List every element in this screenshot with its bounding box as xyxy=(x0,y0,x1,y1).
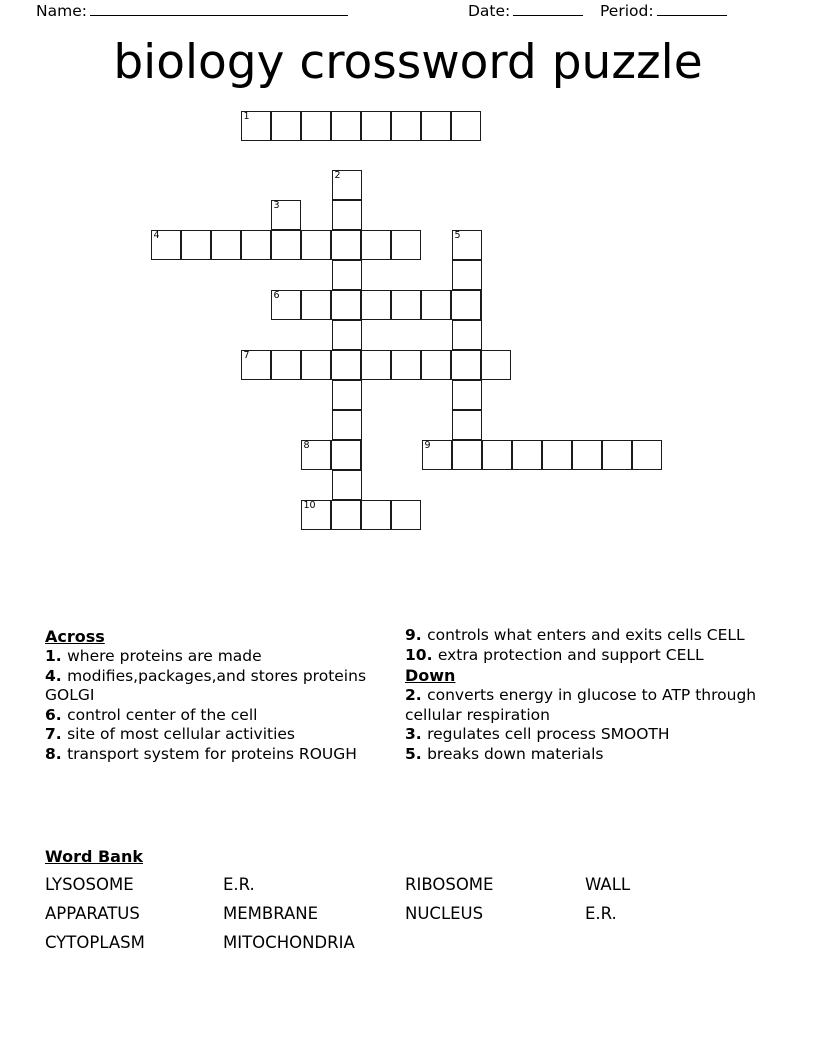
word-bank-row xyxy=(45,870,745,899)
clue-text: control center of the cell xyxy=(67,705,258,724)
clue-item xyxy=(45,647,390,667)
crossword-cell[interactable] xyxy=(452,260,482,290)
crossword-cell[interactable] xyxy=(602,440,632,470)
clue-item xyxy=(45,745,390,765)
crossword-cell[interactable] xyxy=(332,380,362,410)
crossword-cell[interactable] xyxy=(482,440,512,470)
crossword-cell[interactable] xyxy=(301,230,331,260)
word-bank-rows xyxy=(45,870,745,957)
clues-column-left xyxy=(45,626,390,764)
crossword-cell[interactable] xyxy=(391,290,421,320)
crossword-cell[interactable] xyxy=(271,350,301,380)
crossword-cell[interactable] xyxy=(632,440,662,470)
clue-text: breaks down materials xyxy=(427,744,604,763)
crossword-cell[interactable] xyxy=(542,440,572,470)
crossword-cell[interactable] xyxy=(271,230,301,260)
clues-section xyxy=(0,626,816,826)
crossword-cell[interactable] xyxy=(451,290,481,320)
crossword-cell[interactable] xyxy=(391,350,421,380)
clue-text: converts energy in glucose to ATP through cellular respiration xyxy=(405,686,757,724)
crossword-cell[interactable] xyxy=(391,230,421,260)
crossword-clue-number: 8 xyxy=(303,440,310,451)
crossword-cell[interactable] xyxy=(301,350,331,380)
clue-text: where proteins are made xyxy=(67,647,262,665)
word-bank-word: LYSOSOME xyxy=(45,875,134,894)
clue-text: modifies,packages,and stores proteins GOLGI xyxy=(45,666,367,704)
crossword-cell[interactable] xyxy=(421,290,451,320)
crossword-clue-number: 3 xyxy=(273,200,280,211)
name-label: Name: xyxy=(36,2,87,20)
clue-number: 5. xyxy=(405,744,428,763)
clues-column-right xyxy=(405,626,775,764)
crossword-cell[interactable] xyxy=(331,290,361,320)
crossword-cell[interactable] xyxy=(181,230,211,260)
crossword-cell[interactable] xyxy=(361,111,391,141)
crossword-cell[interactable] xyxy=(422,440,452,470)
crossword-cell[interactable] xyxy=(241,111,271,141)
crossword-cell[interactable] xyxy=(301,111,331,141)
clue-item xyxy=(45,667,390,706)
clue-number: 10. xyxy=(405,645,438,664)
crossword-cell[interactable] xyxy=(332,410,362,440)
clue-text: regulates cell process SMOOTH xyxy=(427,725,670,743)
crossword-cell[interactable] xyxy=(452,380,482,410)
clue-item xyxy=(405,626,775,646)
word-bank-word: MITOCHONDRIA xyxy=(223,933,355,952)
crossword-cell[interactable] xyxy=(452,440,482,470)
word-bank-word: E.R. xyxy=(223,875,255,894)
clue-number: 4. xyxy=(45,666,68,685)
crossword-cell[interactable] xyxy=(391,111,421,141)
clue-number: 9. xyxy=(405,626,428,644)
crossword-clue-number: 1 xyxy=(243,111,250,122)
word-bank-row xyxy=(45,899,745,928)
clue-number: 8. xyxy=(45,744,68,763)
clue-number: 3. xyxy=(405,725,428,743)
crossword-cell[interactable] xyxy=(211,230,241,260)
crossword-cell[interactable] xyxy=(271,111,301,141)
crossword-cell[interactable] xyxy=(481,350,511,380)
crossword-cell[interactable] xyxy=(361,350,391,380)
word-bank-word: APPARATUS xyxy=(45,904,140,923)
crossword-cell[interactable] xyxy=(451,111,481,141)
crossword-cell[interactable] xyxy=(301,500,331,530)
word-bank-row xyxy=(45,928,745,957)
down-heading: Down xyxy=(405,666,456,685)
clue-number: 1. xyxy=(45,647,68,665)
crossword-cell[interactable] xyxy=(332,260,362,290)
across-heading: Across xyxy=(45,627,105,646)
crossword-cell[interactable] xyxy=(391,500,421,530)
crossword-cell[interactable] xyxy=(452,410,482,440)
crossword-clue-number: 5 xyxy=(454,230,461,241)
crossword-cell[interactable] xyxy=(451,350,481,380)
word-bank-word: MEMBRANE xyxy=(223,904,319,923)
clue-item xyxy=(405,745,775,765)
clue-number: 7. xyxy=(45,725,68,743)
clue-text: extra protection and support CELL xyxy=(437,645,704,664)
crossword-clue-number: 6 xyxy=(273,290,280,301)
crossword-cell[interactable] xyxy=(331,440,361,470)
crossword-cell[interactable] xyxy=(452,320,482,350)
crossword-cell[interactable] xyxy=(301,290,331,320)
clue-item xyxy=(405,686,775,725)
word-bank-word: WALL xyxy=(585,875,631,894)
crossword-cell[interactable] xyxy=(271,200,301,230)
date-label: Date: xyxy=(468,2,511,20)
crossword-cell[interactable] xyxy=(332,470,362,500)
crossword-cell[interactable] xyxy=(421,111,451,141)
crossword-cell[interactable] xyxy=(332,170,362,200)
crossword-cell[interactable] xyxy=(331,230,361,260)
crossword-cell[interactable] xyxy=(572,440,602,470)
clue-text: controls what enters and exits cells CELL xyxy=(427,626,745,644)
crossword-clue-number: 4 xyxy=(153,230,160,241)
crossword-cell[interactable] xyxy=(331,111,361,141)
word-bank-section xyxy=(45,846,745,957)
crossword-clue-number: 9 xyxy=(424,440,431,451)
crossword-cell[interactable] xyxy=(512,440,542,470)
word-bank-heading: Word Bank xyxy=(45,847,144,866)
crossword-cell[interactable] xyxy=(271,290,301,320)
crossword-cell[interactable] xyxy=(301,440,331,470)
crossword-cell[interactable] xyxy=(331,350,361,380)
crossword-clue-number: 2 xyxy=(334,170,341,181)
crossword-cell[interactable] xyxy=(151,230,181,260)
word-bank-word: NUCLEUS xyxy=(405,904,484,923)
clue-text: transport system for proteins ROUGH xyxy=(67,744,357,763)
word-bank-word: RIBOSOME xyxy=(405,875,494,894)
clue-item xyxy=(405,646,775,666)
clue-number: 2. xyxy=(405,686,428,704)
word-bank-word: CYTOPLASM xyxy=(45,933,145,952)
crossword-clue-number: 7 xyxy=(243,350,250,361)
clue-item xyxy=(45,725,390,745)
word-bank-word: E.R. xyxy=(585,904,617,923)
period-label: Period: xyxy=(600,2,654,20)
crossword-cell[interactable] xyxy=(331,500,361,530)
clue-text: site of most cellular activities xyxy=(67,725,296,743)
clue-item xyxy=(405,725,775,745)
clue-number: 6. xyxy=(45,705,68,724)
crossword-cell[interactable] xyxy=(332,320,362,350)
crossword-cell[interactable] xyxy=(361,500,391,530)
crossword-cell[interactable] xyxy=(241,350,271,380)
clue-item xyxy=(45,706,390,726)
page-title: biology crossword puzzle xyxy=(113,35,703,90)
crossword-cell[interactable] xyxy=(241,230,271,260)
crossword-cell[interactable] xyxy=(361,290,391,320)
crossword-cell[interactable] xyxy=(361,230,391,260)
crossword-cell[interactable] xyxy=(452,230,482,260)
crossword-cell[interactable] xyxy=(421,350,451,380)
crossword-cell[interactable] xyxy=(332,200,362,230)
crossword-clue-number: 10 xyxy=(303,500,316,511)
